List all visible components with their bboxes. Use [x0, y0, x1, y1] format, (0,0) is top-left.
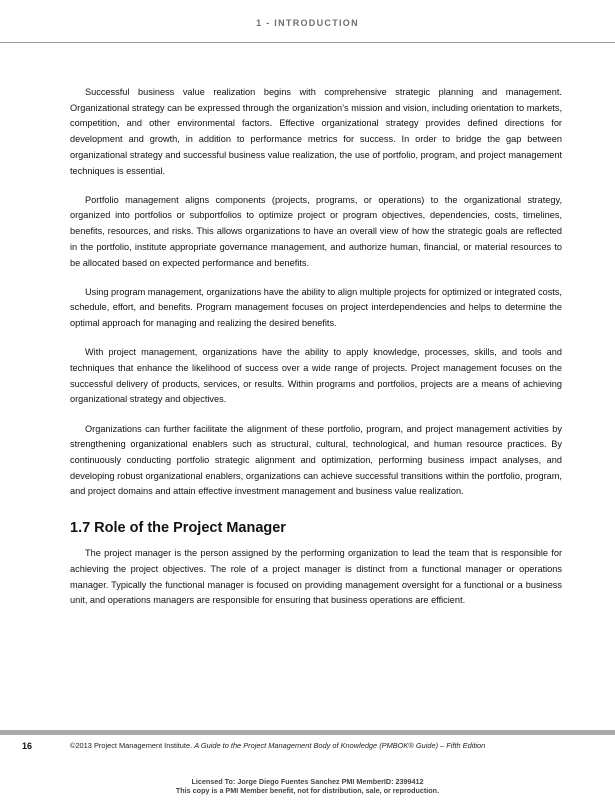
- body-paragraph-3: Using program management, organizations have the ability to align multiple projects for optimized or integrated costs, schedule, effort, and benefits. Program management focuses on project interdependencies and helps to determine the optimal approach for managing and realizing the desired benefits.: [70, 286, 562, 329]
- body-paragraph-1: Successful business value realization begins with comprehensive strategic planning and management. Organizational strategy can be expressed through the organization’s mission and vision, including orientation to markets, competition, and other environmental factors. Effective organizational strategy provides defined directions for development and growth, in addition to performance metrics for success. In order to bridge the gap between organizational strategy and successful business value realization, the use of portfolio, program, and project management techniques is essential.: [70, 87, 562, 176]
- page-header: [0, 12, 615, 43]
- copyright-prefix: ©2013 Project Management Institute.: [70, 741, 195, 750]
- chapter-title: 1 - INTRODUCTION: [256, 18, 359, 28]
- license-line-2: This copy is a PMI Member benefit, not for distribution, sale, or reproduction.: [175, 785, 440, 795]
- page-number: 16: [22, 741, 33, 751]
- body-content: [70, 85, 562, 622]
- section-paragraph: The project manager is the person assigned by the performing organization to lead the team that is responsible for achieving the project objectives. The role of a project manager is distinct from a functional manager or operations manager. Typically the functional manager is focused on providing management oversight for a functional or a business unit, and operations managers are responsible for ensuring that business operations are efficient.: [70, 548, 562, 606]
- footer-divider: [0, 730, 615, 735]
- license-notice: [0, 778, 615, 795]
- body-paragraph-4: With project management, organizations have the ability to apply knowledge, processes, skills, and tools and techniques that enhance the likelihood of success over a wide range of projects. Project management focuses on the successful delivery of products, services, or results. Within programs and portfolios, projects are a means of achieving organizational strategy and objectives.: [70, 347, 562, 405]
- body-paragraph-2: Portfolio management aligns components (projects, programs, or operations) to the organizational strategy, organized into portfolios or subportfolios to optimize project or program objectives, dependencies, costs, timelines, benefits, resources, and risks. This allows organizations to have an overall view of how the strategic goals are reflected in the portfolio, institute appropriate governance management, and authorize human, financial, or material resources to be allocated based on expected performance and benefits.: [70, 194, 562, 268]
- copyright-notice: [70, 741, 485, 750]
- license-line-1: Licensed To: Jorge Diego Fuentes Sanchez PMI MemberID: 2399412: [191, 777, 424, 786]
- section-heading: 1.7 Role of the Project Manager: [70, 520, 286, 537]
- book-title: A Guide to the Project Management Body of Knowledge (PMBOK® Guide) – Fifth Edition: [194, 741, 486, 750]
- body-paragraph-5: Organizations can further facilitate the alignment of these portfolio, program, and project management activities by strengthening organizational enablers such as structural, cultural, technological, and human resource practices. By continuously conducting portfolio strategic alignment and optimization, performing business impact analyses, and developing robust organizational enablers, organizations can achieve successful transitions within the portfolio, program, and project domains and attain effective investment management and business value realization.: [70, 423, 562, 497]
